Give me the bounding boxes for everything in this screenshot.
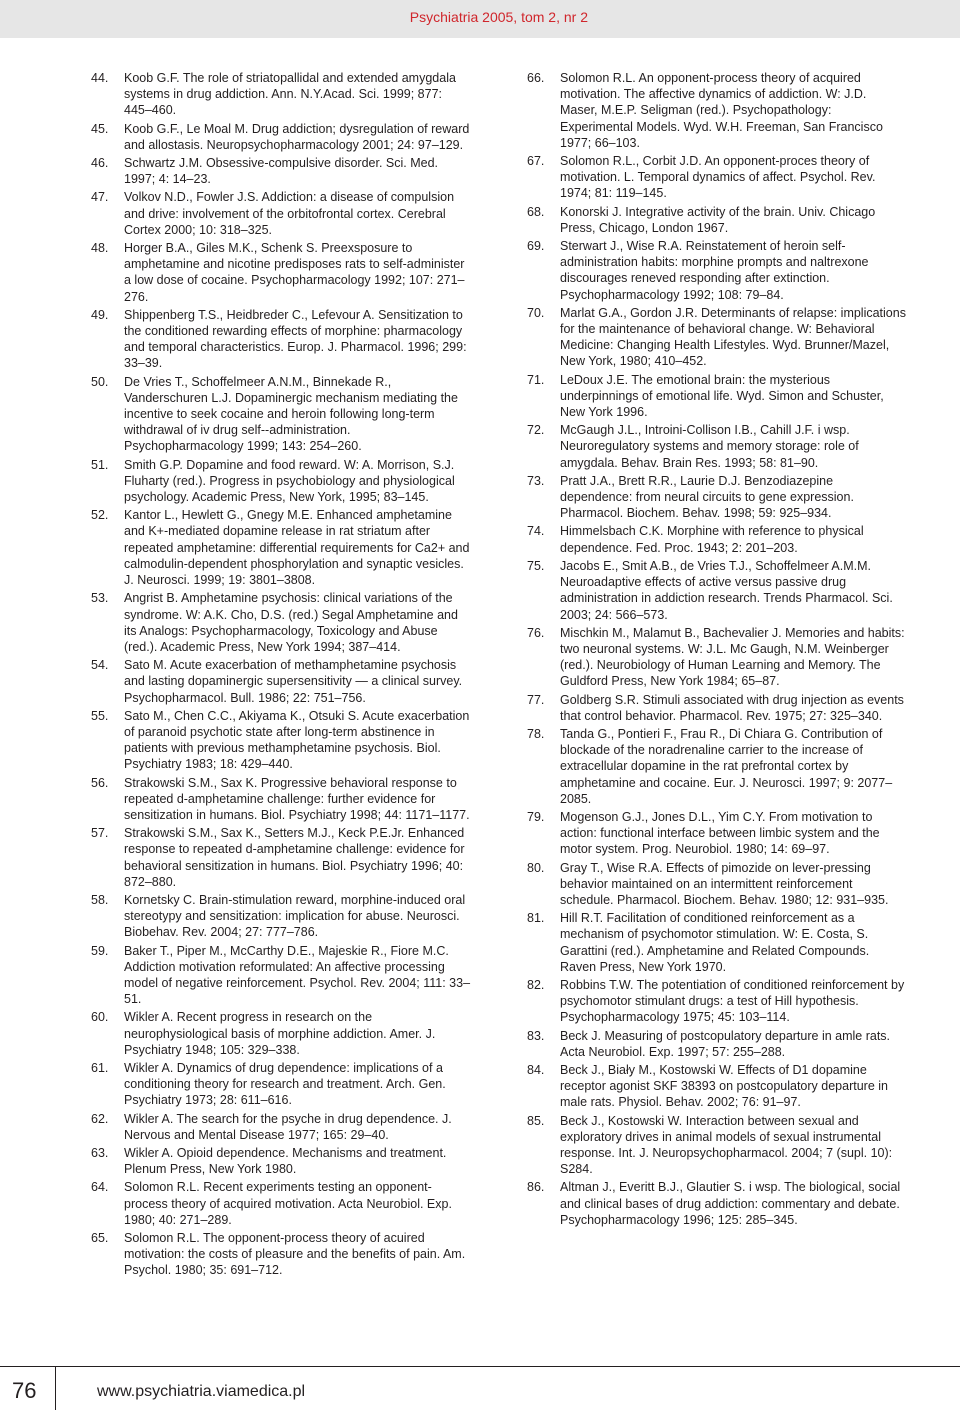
reference-number: 67. [527,154,545,169]
page-number: 76 [12,1378,37,1403]
reference-text: Smith G.P. Dopamine and food reward. W: A. Morrison, S.J. Fluharty (red.). Progress in psychobiology and physiological psychology. Academic Press, New York, 1995; 83–145. [124,457,455,505]
reference-number: 77. [527,692,545,707]
reference-number: 53. [91,591,109,606]
journal-title: Psychiatria 2005, tom 2, nr 2 [409,9,588,25]
reference-number: 76. [527,625,545,640]
reference-text: Baker T., Piper M., McCarthy D.E., Majeskie R., Fiore M.C. Addiction motivation reformulated: An affective processing model of negative reinforcement. Psychol. Rev. 2004; 111: 33–51. [124,943,471,1007]
reference-item [527,860,907,909]
reference-number: 58. [91,892,109,907]
reference-text: Beck J., Biały M., Kostowski W. Effects of D1 dopamine receptor agonist SKF 38393 on postcopulatory departure in male rats. Physiol. Behav. 2002; 76: 91–97. [560,1062,888,1110]
reference-item [91,892,471,941]
reference-item [91,708,471,773]
reference-item [527,625,907,690]
reference-item [527,204,907,236]
reference-item [91,657,471,706]
reference-text: Tanda G., Pontieri F., Frau R., Di Chiara G. Contribution of blockade of the noradrenaline carrier to the increase of extracellular dopamine in the rat prefrontal cortex by amphetamine and cocaine. Eur. J. Neurosci. 1997; 9: 2077–2085. [560,726,893,806]
reference-item [91,121,471,153]
reference-text: Marlat G.A., Gordon J.R. Determinants of relapse: implications for the maintenance of behavioral change. W: Behavioral Medicine: Changing Health Lifestyles. Wyd. Brunner/Mazel, New York, 1980; 410–452. [560,305,906,369]
reference-number: 46. [91,156,109,171]
reference-number: 57. [91,826,109,841]
reference-number: 63. [91,1146,109,1160]
reference-item [91,457,471,506]
reference-item [527,1028,907,1060]
reference-number: 79. [527,809,545,824]
reference-item [91,825,471,890]
reference-number: 66. [527,71,545,85]
reference-text: Horger B.A., Giles M.K., Schenk S. Preexsposure to amphetamine and nicotine predisposes rats to self-administer a low dose of cocaine. Psychopharmacology 1992; 107: 271–276. [124,241,465,304]
reference-item [527,1062,907,1111]
reference-item [91,1060,471,1109]
reference-item [527,558,907,623]
reference-text: Solomon R.L. Recent experiments testing an opponent-process theory of acquired motivation. Acta Neurobiol. Exp. 1980; 40: 271–289. [124,1180,452,1227]
reference-number: 60. [91,1010,109,1025]
reference-number: 61. [91,1060,109,1075]
reference-number: 73. [527,473,545,488]
footer-rule [0,1366,960,1367]
reference-text: Altman J., Everitt B.J., Glautier S. i wsp. The biological, social and clinical bases of drug addiction: commentary and debate. Psychopharmacology 1996; 125: 285–345. [560,1180,901,1227]
reference-number: 70. [527,305,545,320]
reference-text: Strakowski S.M., Sax K. Progressive behavioral response to repeated d-amphetamine challenge: further evidence for sensitization in humans. Biol. Psychiatry 1998; 44: 1171–1177. [124,775,470,822]
reference-item [91,590,471,655]
reference-number: 81. [527,911,545,926]
reference-number: 64. [91,1180,109,1195]
reference-number: 84. [527,1062,545,1077]
reference-text: Wikler A. Opioid dependence. Mechanisms and treatment. Plenum Press, New York 1980. [124,1146,447,1177]
reference-number: 49. [91,307,109,322]
reference-text: Koob G.F., Le Moal M. Drug addiction; dysregulation of reward and allostasis. Neuropsychopharmacology 2001; 24: 97–129. [124,121,470,152]
reference-text: LeDoux J.E. The emotional brain: the mysterious underpinnings of emotional life. Wyd. Simon and Schuster, New York 1996. [560,372,884,420]
footer-divider [55,1366,56,1410]
reference-text: Sato M. Acute exacerbation of methamphetamine psychosis and lasting dopaminergic supersensitivity — a clinical survey. Psychopharmacol. Bull. 1986; 22: 751–756. [124,658,463,705]
reference-number: 85. [527,1113,545,1128]
reference-number: 62. [91,1111,109,1126]
reference-text: Beck J., Kostowski W. Interaction between sexual and exploratory drives in animal models of sexual instrumental response. Int. J. Neuropsychopharmacol. 2004; 7 (supl. 10): S284. [560,1113,893,1177]
reference-text: Solomon R.L. An opponent-process theory of acquired motivation. The affective dynamics of addiction. W: J.D. Maser, M.E.P. Seligman (red.). Psychopathology: Experimental Models. Wyd. W.H. Freeman, San Francisco 1977; 66–103. [560,71,883,150]
reference-item [527,153,907,202]
reference-item [91,189,471,238]
reference-number: 78. [527,726,545,741]
reference-item [91,507,471,588]
reference-text: Angrist B. Amphetamine psychosis: clinical variations of the syndrome. W: A.K. Cho, D.S. (red.) Segal Amphetamine and its Analogs: Psychopharmacology, Toxicology and Abuse (red.). Academic Press, New York 1994; 387–414. [124,591,458,654]
reference-text: Hill R.T. Facilitation of conditioned reinforcement as a mechanism of psychomotor stimulation. W: E. Costa, S. Garattini (red.). Amphetamine and Related Compounds. Raven Press, New York 1970. [560,911,870,974]
reference-text: Pratt J.A., Brett R.R., Laurie D.J. Benzodiazepine dependence: from neural circuits to gene expression. Pharmacol. Biochem. Behav. 1998; 59: 925–934. [560,473,854,521]
references-left-column [91,70,471,1281]
reference-text: Kantor L., Hewlett G., Gnegy M.E. Enhanced amphetamine and K+-mediated dopamine release in rat striatum after repeated amphetamine: differential requirements for Ca2+ and calmodulin-dependent phosphorylation and synaptic vesicles. J. Neurosci. 1999; 19: 3801–3808. [124,508,470,588]
reference-number: 44. [91,71,109,85]
reference-item [527,305,907,370]
reference-text: Mischkin M., Malamut B., Bachevalier J. Memories and habits: two neuronal systems. W: J.L. Mc Gaugh, N.M. Weinberger (red.). Neurobiology of Human Learning and Memory. The Guldford Press, New York 1984; 65–87. [560,625,905,689]
reference-item [527,977,907,1026]
reference-number: 69. [527,239,545,254]
reference-number: 47. [91,190,109,205]
reference-item [91,70,471,119]
reference-text: Wikler A. The search for the psyche in drug dependence. J. Nervous and Mental Disease 1977; 165: 29–40. [124,1111,452,1142]
reference-number: 75. [527,558,545,573]
reference-text: Jacobs E., Smit A.B., de Vries T.J., Schoffelmeer A.M.M. Neuroadaptive effects of active versus passive drug administration in addiction research. Trends Pharmacol. Sci. 2003; 24: 566–573. [560,558,893,622]
reference-number: 52. [91,508,109,523]
reference-item [91,943,471,1008]
reference-item [91,1009,471,1058]
reference-number: 72. [527,423,545,438]
reference-text: Himmelsbach C.K. Morphine with reference to physical dependence. Fed. Proc. 1943; 2: 201–203. [560,524,864,555]
page-header [0,0,960,38]
reference-number: 65. [91,1231,109,1246]
reference-number: 48. [91,241,109,256]
reference-number: 80. [527,860,545,875]
reference-text: Volkov N.D., Fowler J.S. Addiction: a disease of compulsion and drive: involvement of the orbitofrontal cortex. Cerebral Cortex 2000; 10: 318–325. [124,190,455,237]
reference-item [91,1230,471,1279]
reference-text: Gray T., Wise R.A. Effects of pimozide on lever-pressing behavior maintained on an intermittent reinforcement schedule. Pharmacol. Biochem. Behav. 1980; 12: 931–935. [560,860,889,907]
reference-item [91,307,471,372]
reference-text: Konorski J. Integrative activity of the brain. Univ. Chicago Press, Chicago, London 1967. [560,204,876,235]
reference-text: Robbins T.W. The potentiation of conditioned reinforcement by psychomotor stimulant drugs: a test of Hill hypothesis. Psychopharmacology 1975; 45: 103–114. [560,977,905,1025]
reference-text: Beck J. Measuring of postcopulatory departure in amle rats. Acta Neurobiol. Exp. 1997; 57: 255–288. [560,1028,891,1059]
reference-item [527,70,907,151]
reference-item [527,1179,907,1228]
reference-item [91,155,471,187]
reference-text: Sato M., Chen C.C., Akiyama K., Otsuki S. Acute exacerbation of paranoid psychotic state after long-term abstinence in patients with previous methamphetamine psychosis. Biol. Psychiatry 1983; 18: 429–440. [124,708,470,772]
reference-item [91,1179,471,1228]
reference-text: Wikler A. Dynamics of drug dependence: implications of a conditioning theory for research and treatment. Arch. Gen. Psychiatry 1973; 28: 611–616. [124,1060,446,1108]
reference-item [527,1113,907,1178]
reference-number: 82. [527,977,545,992]
reference-item [527,372,907,421]
reference-text: Solomon R.L. The opponent-process theory of acuired motivation: the costs of pleasure and the benefits of pain. Am. Psychol. 1980; 35: 691–712. [124,1231,466,1278]
reference-number: 83. [527,1028,545,1043]
footer-url[interactable]: www.psychiatria.viamedica.pl [97,1383,306,1400]
reference-text: Mogenson G.J., Jones D.L., Yim C.Y. From motivation to action: functional interface between limbic system and the motor system. Prog. Neurobiol. 1980; 14: 69–97. [560,809,880,857]
reference-item [527,910,907,975]
reference-item [91,775,471,824]
reference-number: 74. [527,524,545,539]
reference-number: 71. [527,372,545,387]
reference-number: 55. [91,708,109,723]
reference-text: Shippenberg T.S., Heidbreder C., Lefevour A. Sensitization to the conditioned rewarding effects of morphine: pharmacology and temporal characteristics. Europ. J. Pharmacol. 1996; 299: 33–39. [124,307,467,371]
reference-number: 59. [91,943,109,958]
reference-number: 51. [91,457,109,472]
reference-item [91,1111,471,1143]
reference-item [527,523,907,555]
reference-item [91,374,471,455]
reference-text: Solomon R.L., Corbit J.D. An opponent-proces theory of motivation. L. Temporal dynamics of affect. Psychol. Rev. 1974; 81: 119–145. [560,154,876,201]
reference-text: Strakowski S.M., Sax K., Setters M.J., Keck P.E.Jr. Enhanced response to repeated d-amphetamine challenge: evidence for behavioral sensitization in humans. Biol. Psychiatry 1996; 40: 872–880. [124,826,465,889]
reference-text: McGaugh J.L., Introini-Collison I.B., Cahill J.F. i wsp. Neuroregulatory systems and memory storage: role of amygdala. Behav. Brain Res. 1993; 58: 81–90. [560,423,859,470]
reference-text: Sterwart J., Wise R.A. Reinstatement of heroin self-administration habits: morphine prompts and naltrexone discourages reneved responding after extinction. Psychopharmacology 1992; 108: 79–84. [560,239,869,302]
reference-text: Koob G.F. The role of striatopallidal and extended amygdala systems in drug addiction. Ann. N.Y.Acad. Sci. 1999; 877: 445–460. [124,71,456,118]
reference-text: De Vries T., Schoffelmeer A.N.M., Binnekade R., Vanderschuren L.J. Dopaminergic mechanism mediating the incentive to seek cocaine and heroin following long-term withdrawal of iv drug self--administration. Psychopharmacology 1999; 143: 254–260. [124,374,458,454]
reference-text: Schwartz J.M. Obsessive-compulsive disorder. Sci. Med. 1997; 4: 14–23. [124,156,438,187]
reference-number: 54. [91,658,109,673]
reference-number: 86. [527,1180,545,1195]
reference-item [527,809,907,858]
reference-item [91,240,471,305]
reference-number: 68. [527,204,545,219]
reference-text: Kornetsky C. Brain-stimulation reward, morphine-induced oral stereotypy and sensitization: implication for abuse. Neurosci. Biobehav. Rev. 2004; 27: 777–786. [124,892,466,940]
reference-item [527,692,907,724]
reference-number: 45. [91,121,109,136]
reference-item [91,1145,471,1177]
reference-item [527,422,907,471]
reference-item [527,238,907,303]
reference-number: 50. [91,374,109,389]
references-right-column [527,70,907,1230]
reference-text: Wikler A. Recent progress in research on the neurophysiological basis of morphine addiction. Amer. J. Psychiatry 1948; 105: 329–338. [124,1010,436,1057]
reference-number: 56. [91,775,109,790]
reference-text: Goldberg S.R. Stimuli associated with drug injection as events that control behavior. Pharmacol. Rev. 1975; 27: 325–340. [560,692,904,723]
reference-item [527,473,907,522]
reference-item [527,726,907,807]
